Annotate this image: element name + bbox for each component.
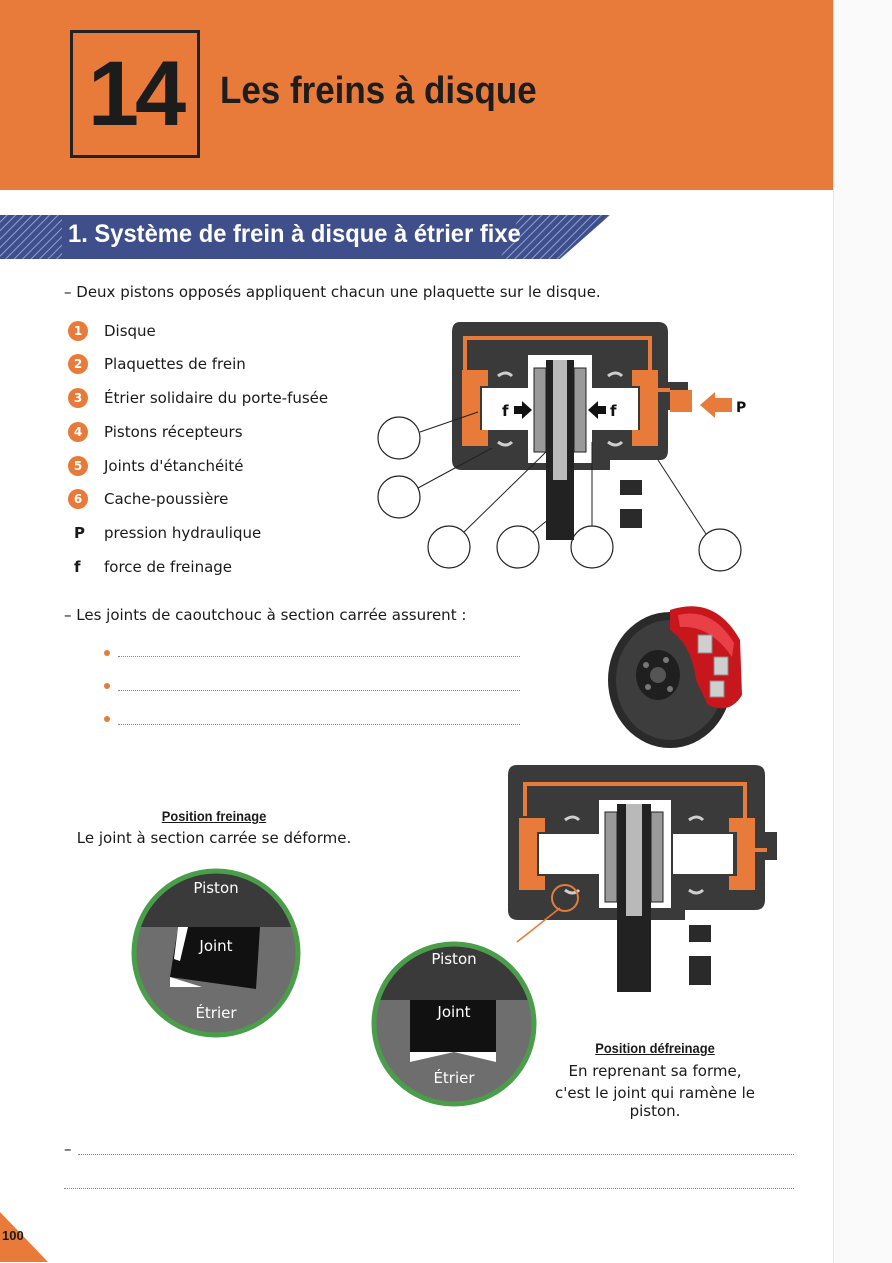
legend-key: 3 <box>68 388 88 408</box>
defreinage-line1: En reprenant sa forme, <box>568 1062 742 1080</box>
legend-key: 5 <box>68 456 88 476</box>
blank-label-circle <box>571 526 613 568</box>
answer-line[interactable] <box>118 690 520 691</box>
legend-label: Pistons récepteurs <box>104 423 243 441</box>
page-number: 100 <box>2 1228 24 1243</box>
freinage-text: Le joint à section carrée se déforme. <box>76 829 352 847</box>
blank-label-circle <box>378 417 420 459</box>
legend-key: f <box>74 558 81 576</box>
legend-item <box>68 386 328 410</box>
label-joint: Joint <box>437 1003 471 1021</box>
caliper-diagram-defreinage <box>505 760 780 995</box>
legend-item <box>68 319 156 343</box>
bullet <box>104 716 110 722</box>
left-pad <box>534 368 546 452</box>
legend-label: Plaquettes de frein <box>104 355 246 373</box>
legend-key: P <box>74 524 85 542</box>
defreinage-title: Position défreinage <box>595 1040 715 1056</box>
bottom-dash: – <box>64 1140 72 1158</box>
joints-text: – Les joints de caoutchouc à section carrée assurent : <box>64 606 467 624</box>
label-joint: Joint <box>199 937 233 955</box>
legend-item <box>68 352 246 376</box>
section-title: 1. Système de frein à disque à étrier fixe <box>68 220 521 248</box>
answer-line[interactable] <box>118 724 520 725</box>
force-label-right: f <box>610 402 617 420</box>
force-label-left: f <box>502 402 509 420</box>
blank-label-circle <box>378 476 420 518</box>
pressure-arrow <box>700 392 732 418</box>
defreinage-detail <box>370 938 538 1110</box>
chapter-number: 14 <box>87 43 183 145</box>
answer-line[interactable] <box>118 656 520 657</box>
blank-label-circle <box>699 529 741 571</box>
legend-key: 1 <box>68 321 88 341</box>
pressure-port <box>670 390 692 412</box>
freinage-detail <box>130 863 302 1043</box>
freinage-title: Position freinage <box>161 808 267 824</box>
legend-key: 4 <box>68 422 88 442</box>
right-pad <box>574 368 586 452</box>
legend-label: pression hydraulique <box>104 524 262 542</box>
blank-label-circle <box>428 526 470 568</box>
bullet <box>104 650 110 656</box>
legend-item <box>68 521 261 545</box>
legend-label: force de freinage <box>104 558 233 576</box>
page-edge <box>833 0 892 1263</box>
bullet <box>104 683 110 689</box>
legend-item <box>68 487 228 511</box>
blank-label-circle <box>497 526 539 568</box>
defreinage-line2: c'est le joint qui ramène le piston. <box>555 1084 755 1120</box>
label-piston: Piston <box>193 879 239 897</box>
legend-label: Cache-poussière <box>104 490 229 508</box>
legend-item <box>68 420 243 444</box>
defreinage-block <box>530 1040 780 1120</box>
legend-label: Disque <box>104 322 156 340</box>
label-etrier: Étrier <box>433 1069 475 1087</box>
pressure-label: P <box>736 400 747 416</box>
answer-line[interactable] <box>64 1188 794 1189</box>
freinage-block <box>0 808 428 847</box>
label-piston: Piston <box>431 950 477 968</box>
caliper-diagram <box>370 310 770 585</box>
answer-line[interactable] <box>78 1154 794 1155</box>
chapter-number-box <box>70 30 200 158</box>
legend-key: 6 <box>68 489 88 509</box>
brake-disc-photo <box>600 585 750 750</box>
intro-text: – Deux pistons opposés appliquent chacun une plaquette sur le disque. <box>64 283 601 301</box>
legend-item <box>68 555 232 579</box>
label-etrier: Étrier <box>195 1004 237 1022</box>
legend-item <box>68 454 243 478</box>
disc-face <box>553 360 567 480</box>
legend-key: 2 <box>68 354 88 374</box>
legend-label: Étrier solidaire du porte-fusée <box>104 389 329 407</box>
chapter-title: Les freins à disque <box>220 70 537 112</box>
legend-label: Joints d'étanchéité <box>104 457 244 475</box>
